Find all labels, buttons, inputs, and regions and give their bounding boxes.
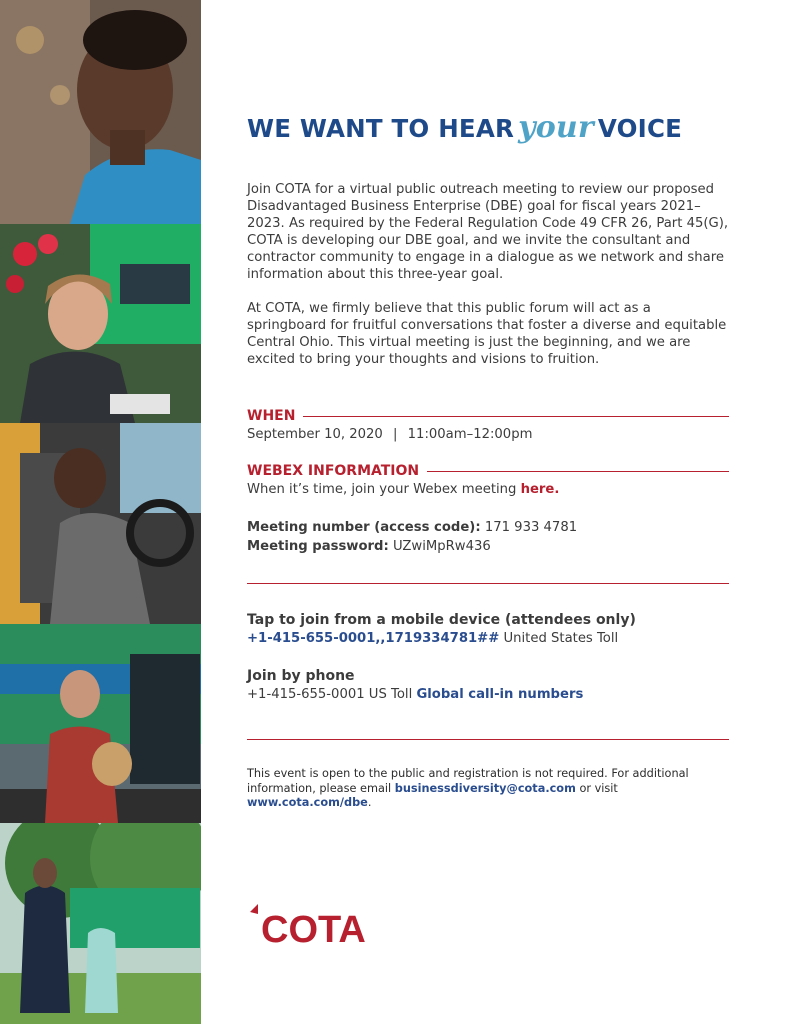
separator: | <box>393 427 398 442</box>
phone-join-heading: Join by phone <box>247 668 355 684</box>
meeting-number-label: Meeting number (access code): <box>247 520 481 535</box>
email-link[interactable]: businessdiversity@cota.com <box>394 781 576 795</box>
meeting-password: UZwiMpRw436 <box>392 539 491 554</box>
divider <box>247 739 729 740</box>
meeting-password-label: Meeting password: <box>247 539 389 554</box>
meeting-number-line <box>247 520 729 535</box>
cota-logo <box>247 900 387 946</box>
headline-part2: VOICE <box>597 114 683 143</box>
mobile-join-number-link[interactable]: +1-415-655-0001,,1719334781## <box>247 631 500 646</box>
divider <box>303 416 729 417</box>
webex-join-link[interactable]: here. <box>520 482 560 497</box>
webex-label: WEBEX INFORMATION <box>247 463 420 479</box>
headline-script: your <box>518 110 594 145</box>
website-link[interactable]: www.cota.com/dbe <box>247 796 368 809</box>
event-time: 11:00am–12:00pm <box>407 427 533 442</box>
mobile-join-heading: Tap to join from a mobile device (attendees only) <box>247 612 636 628</box>
global-call-in-link[interactable]: Global call-in numbers <box>416 687 584 702</box>
mobile-join-suffix: United States Toll <box>503 631 619 646</box>
logo-text: COTA <box>261 909 366 946</box>
photo-woman-smiling <box>0 224 201 423</box>
phone-number: +1-415-655-0001 US Toll <box>247 687 413 702</box>
phone-join-line <box>247 687 729 702</box>
belief-paragraph: At COTA, we firmly believe that this public forum will act as a springboard for fruitful conversations that foster a diverse and equitable Central Ohio. This virtual meeting is just the beginning, and we are excited to bring your thoughts and visions to fruition. <box>247 301 727 367</box>
when-datetime <box>247 427 729 442</box>
when-section-header <box>247 408 729 424</box>
photo-man-profile <box>0 0 201 224</box>
webex-join-line <box>247 482 729 497</box>
headline <box>247 110 729 145</box>
photo-family-park <box>0 823 201 1024</box>
webex-join-text: When it’s time, join your Webex meeting <box>247 482 517 497</box>
photo-driver <box>0 423 201 624</box>
footer-note <box>247 767 729 811</box>
meeting-password-line <box>247 539 729 554</box>
headline-part1: WE WANT TO HEAR <box>247 114 515 143</box>
photo-woman-with-dog <box>0 624 201 823</box>
divider <box>427 471 729 472</box>
footer-text-3: . <box>367 796 372 809</box>
webex-section-header <box>247 463 729 479</box>
divider <box>247 583 729 584</box>
logo-mark-icon <box>250 904 258 914</box>
meeting-number: 171 933 4781 <box>484 520 578 535</box>
footer-text-1: This event is open to the public and registration is not required. For additional information, please email <box>247 767 689 795</box>
when-label: WHEN <box>247 408 296 424</box>
footer-text-2: or visit <box>579 781 618 795</box>
mobile-join-line <box>247 631 729 646</box>
photo-strip <box>0 0 201 1024</box>
event-date: September 10, 2020 <box>247 427 383 442</box>
intro-paragraph: Join COTA for a virtual public outreach meeting to review our proposed Disadvantaged Business Enterprise (DBE) goal for fiscal years 2021–2023. As required by the Federal Regulation Code 49 CFR 26, Part 45(G), COTA is developing our DBE goal, and we invite the consultant and contractor community to engage in a dialogue as we network and share information about this three-year goal. <box>247 182 729 282</box>
